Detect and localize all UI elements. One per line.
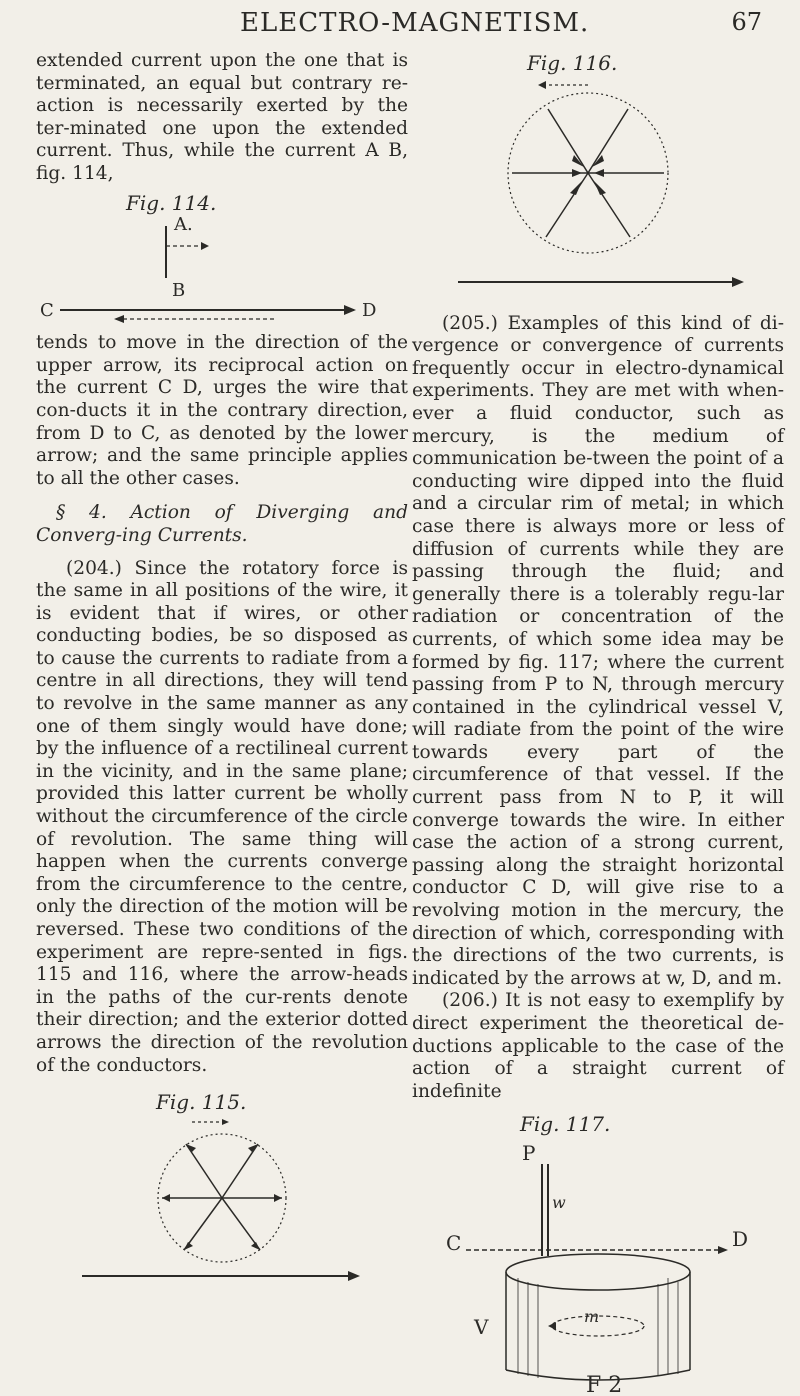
figure-117 xyxy=(412,1113,784,1396)
figure-116 xyxy=(412,52,784,307)
right-column xyxy=(412,50,784,1396)
paragraph-205: (205.) Examples of this kind of di-vergence or convergence of currents frequently occur in electro-dynamical experiments. They are met with when-ever a fluid conductor, such as mercury, is the medium of communication be-tween the point of a conducting wire dipped into the fluid and a circular rim of metal; in which case there is always more or less of diffusion of currents while they are passing through the fluid; and generally there is a tolerably regu-lar radiation or concentration of the currents, of which some idea may be formed by fig. 117; where the current passing from P to N, through mercury contained in the cylindrical vessel V, will radiate from the point of the wire towards every part of the circumference of that vessel. If the current pass from N to P, it will converge towards the wire. In either case the action of a strong current, passing along the straight horizontal conductor C D, will give rise to a revolving motion in the mercury, the direction of which, corresponding with the directions of the two currents, is indicated by the arrows at w, D, and m. xyxy=(412,312,784,989)
figure-114 xyxy=(36,192,408,327)
converging-wire-2 xyxy=(588,109,628,173)
page-number: 67 xyxy=(731,8,762,36)
label-d: D xyxy=(362,300,377,322)
figure-114-caption: Fig. 114. xyxy=(126,190,217,215)
converging-wire-5 xyxy=(546,173,588,237)
vessel-rim xyxy=(506,1254,690,1290)
signature-mark: F 2 xyxy=(586,1372,623,1396)
cd-arrow-head xyxy=(344,305,356,315)
converging-wire-1 xyxy=(548,109,588,173)
radial-wire-5 xyxy=(184,1198,222,1250)
paragraph-206: (206.) It is not easy to exemplify by direct experiment the theoretical de-ductions applicable to the case of the action of a straight current of indefinite xyxy=(412,990,784,1102)
figure-116-caption: Fig. 116. xyxy=(527,51,618,75)
label-m: m xyxy=(584,1306,600,1326)
running-head: ELECTRO-MAGNETISM. xyxy=(240,8,590,38)
label-p: P xyxy=(522,1140,536,1165)
figure-117-diagram xyxy=(438,1138,758,1396)
label-d: D xyxy=(732,1226,749,1251)
section-heading: § 4. Action of Diverging and Converg-ing Currents. xyxy=(36,502,408,546)
radial-wire-1 xyxy=(186,1144,222,1198)
label-a: A. xyxy=(174,216,193,236)
converging-wire-6 xyxy=(588,173,630,237)
label-v: V xyxy=(474,1314,489,1339)
radial-wire-2 xyxy=(222,1144,258,1198)
figure-116-diagram xyxy=(438,77,758,307)
label-w: w xyxy=(552,1192,566,1212)
left-column xyxy=(36,50,408,1286)
lower-arrow-head xyxy=(114,315,124,323)
figure-117-caption: Fig. 117. xyxy=(520,1112,611,1137)
page-header xyxy=(0,6,800,46)
label-c: C xyxy=(446,1230,462,1255)
radial-wire-6 xyxy=(222,1198,260,1250)
figure-115 xyxy=(36,1091,408,1286)
figure-115-caption: Fig. 115. xyxy=(156,1090,247,1115)
figure-114-diagram xyxy=(36,216,408,326)
paragraph-204: (204.) Since the rotatory force is the same in all positions of the wire, it is evident that if wires, or other conducting bodies, be so disposed as to cause the currents to radiate from a centre in all directions, they will tend to revolve in the same manner as any one of them singly would have done; by the influence of a rectilineal current in the vicinity, and in the same plane; provided this latter current be wholly without the circumference of the circle of revolution. The same thing will happen when the currents converge from the circumference to the centre, only the direction of the motion will be reversed. These two conditions of the experiment are repre-sented in figs. 115 and 116, where the arrow-heads in the paths of the cur-rents denote their direction; and the exterior dotted arrows the direction of the revolution of the conductors. xyxy=(36,557,408,1076)
upper-arrow-head xyxy=(201,242,209,250)
paragraph-tends-to-move: tends to move in the direction of the upper arrow, its reciprocal action on the current C D, urges the wire that con-ducts it in the contrary direction, from D to C, as denoted by the lower arrow; and the same principle applies to all the other cases. xyxy=(36,332,408,489)
label-b: B xyxy=(172,280,186,302)
label-c: C xyxy=(40,300,54,322)
paragraph-continued: extended current upon the one that is terminated, an equal but contrary re-action is necessarily exerted by the ter-minated one upon the extended current. Thus, while the current A B, fig. 114, xyxy=(36,50,408,184)
figure-115-diagram xyxy=(72,1116,372,1286)
vessel-hatching xyxy=(518,1278,678,1378)
